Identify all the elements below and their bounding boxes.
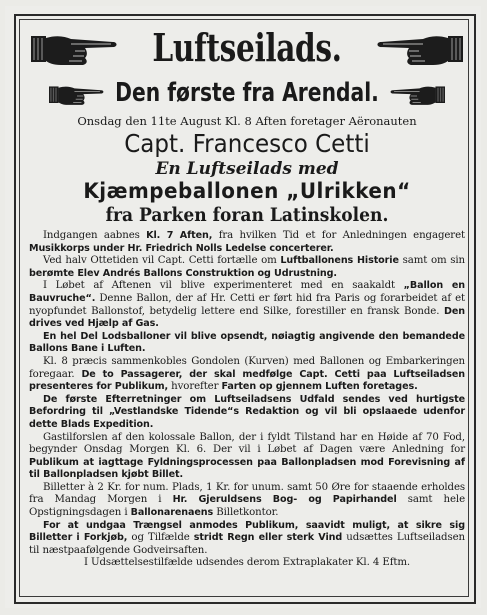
poster-body xyxy=(29,230,465,570)
poster-content xyxy=(29,24,465,570)
luftseilads-line: En Luftseilads med xyxy=(155,159,339,179)
paragraph-embarkation: Kl. 8 præcis sammenkobles Gondolen (Kurven) med Ballonen og Embarkeringen foregaar. De to Passagerer, der skal medfølge Capt. Cetti paa Luftseiladsen presenteres for Publikum, hvorefter Farten op gjennem Luften foretages. xyxy=(29,355,465,393)
date-line: Onsdag den 11te August Kl. 8 Aften foretager Aëronauten xyxy=(77,114,417,128)
poster-subtitle: Den første fra Arendal. xyxy=(115,78,379,108)
paragraph-postponement: I Udsættelsestilfælde udsendes derom Extraplakater Kl. 4 Eftm. xyxy=(83,557,411,569)
balloon-name: Kjæmpeballonen „Ulrikken“ xyxy=(83,179,411,203)
paragraph-news: De første Efterretninger om Luftseiladsens Udfald sendes ved hurtigste Befordring til „Vestlandske Tidende“s Redaktion og vil bli opslaaede udenfor dette Blads Expedition. xyxy=(29,393,465,430)
paragraph-experiment: I Løbet af Aftenen vil blive experimenteret med en saakaldt „Ballon en Bauvruche“. Denne Ballon, der af Hr. Cetti er ført hid fra Paris og forarbeidet af et nyopfundet Ballonstof, betydelig lettere end Silke, forestiller en fransk Bonde. Den drives ved Hjælp af Gas. xyxy=(29,280,465,330)
poster-title: Luftseilads. xyxy=(152,25,342,70)
paragraph-tickets: Billetter à 2 Kr. for num. Plads, 1 Kr. for unum. samt 50 Øre for staaende erholdes fra Mandag Morgen i Hr. Gjeruldsens Bog- og Papirhandel samt hele Opstigningsdagen i Ballonarenaens Billetkontor. xyxy=(29,481,465,519)
location-line: fra Parken foran Latinskolen. xyxy=(105,204,389,226)
paragraph-entrance: Indgangen aabnes Kl. 7 Aften, fra hvilken Tid et for Anledningen engageret Musikkorps under Hr. Friedrich Nolls Ledelse concerterer. xyxy=(29,230,465,254)
paragraph-gas-filling: Gastilforslen af den kolossale Ballon, der i fyldt Tilstand har en Høide af 70 Fod, begynder Onsdag Morgen Kl. 6. Der vil i Løbet af Dagen være Anledning for Publikum at iagttage Fyldningsprocessen paa Ballonpladsen mod Forevisning af til Ballonpladsen kjøbt Billet. xyxy=(29,431,465,481)
paragraph-pilot-balloons: En hel Del Lodsballoner vil blive opsendt, nøiagtig angivende den bemandede Ballons Bane i Luften. xyxy=(29,330,465,355)
poster-page xyxy=(5,6,481,608)
pointing-hand-left-icon xyxy=(375,34,463,68)
paragraph-crowd-notice: For at undgaa Trængsel anmodes Publikum, saavidt muligt, at sikre sig Billetter i Forkjøb, og Tilfælde stridt Regn eller sterk Vind udsættes Luftseiladsen til næstpaafølgende Godveirsaften. xyxy=(29,519,465,556)
paragraph-lecture: Ved halv Ottetiden vil Capt. Cetti fortælle om Luftballonens Historie samt om sin berømte Elev Andrés Ballons Construktion og Udrustning. xyxy=(29,255,465,279)
pointing-hand-left-icon xyxy=(389,85,445,107)
aeronaut-name: Capt. Francesco Cetti xyxy=(124,129,370,158)
